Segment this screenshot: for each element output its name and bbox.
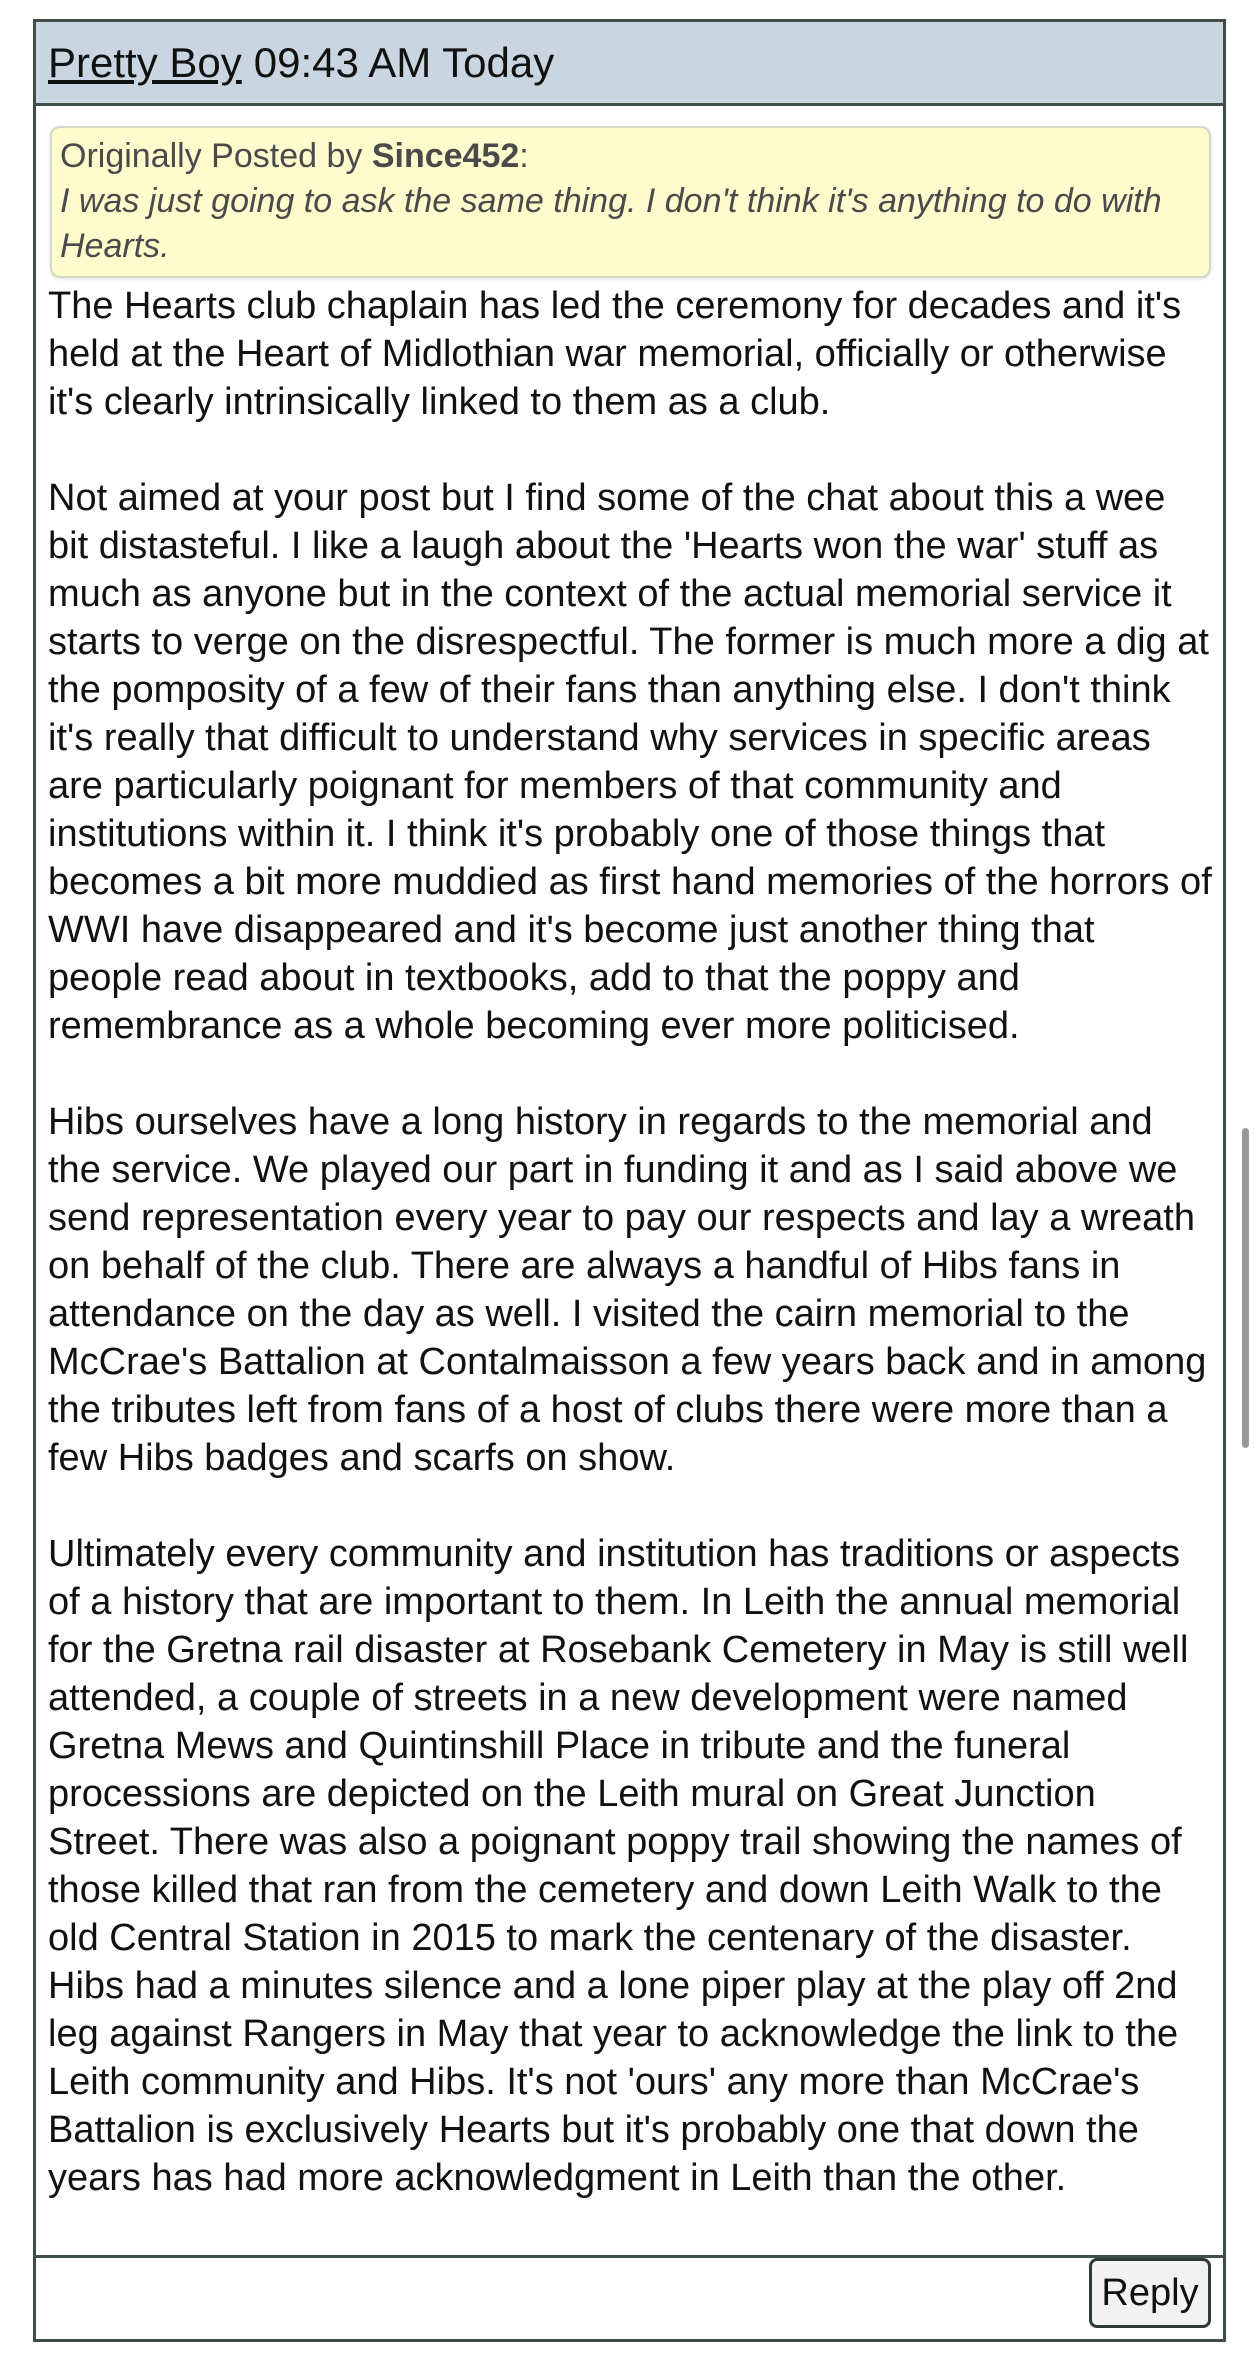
post-paragraph: Ultimately every community and institution has traditions or aspects of a history that are important to them. In Leith the annual memorial for the Gretna rail disaster at Rosebank Cemetery in May is still well attended, a couple of streets in a new development were named Gretna Mews and Quintinshill Place in tribute and the funeral processions are depicted on the Leith mural on Great Junction Street. There was also a poignant poppy trail showing the names of those killed that ran from the cemetery and down Leith Walk to the old Central Station in 2015 to mark the centenary of the disaster. Hibs had a minutes silence and a lone piper play at the play off 2nd leg against Rangers in May that year to acknowledge the link to the Leith community and Hibs. It's not 'ours' any more than McCrae's Battalion is exclusively Hearts but it's probably one that down the years has had more acknowledgment in Leith than the other.	[48, 1533, 1189, 2199]
page-scrollbar[interactable]	[1242, 1128, 1249, 1448]
forum-post	[33, 19, 1226, 2342]
quote-author: Since452	[371, 137, 520, 175]
quote-suffix: :	[519, 137, 529, 175]
quote-prefix: Originally Posted by	[60, 137, 363, 175]
quote-attribution	[60, 134, 1201, 179]
username-link[interactable]: Pretty Boy	[48, 38, 242, 86]
post-body	[36, 278, 1223, 2202]
post-timestamp: 09:43 AM Today	[253, 38, 555, 86]
post-paragraph: Hibs ourselves have a long history in regards to the memorial and the service. We played our part in funding it and as I said above we send representation every year to pay our respects and lay a wreath on behalf of the club. There are always a handful of Hibs fans in attendance on the day as well. I visited the cairn memorial to the McCrae's Battalion at Contalmaisson a few years back and in among the tributes left from fans of a host of clubs there were more than a few Hibs badges and scarfs on show.	[48, 1101, 1207, 1479]
post-footer	[36, 2255, 1223, 2339]
quote-block	[50, 126, 1211, 278]
post-paragraph: The Hearts club chaplain has led the ceremony for decades and it's held at the Heart of Midlothian war memorial, officially or otherwise it's clearly intrinsically linked to them as a club.	[48, 285, 1182, 423]
quote-text: I was just going to ask the same thing. I don't think it's anything to do with Hearts.	[60, 182, 1162, 265]
post-header	[36, 22, 1223, 106]
reply-button[interactable]: Reply	[1089, 2258, 1211, 2328]
post-paragraph: Not aimed at your post but I find some of the chat about this a wee bit distasteful. I like a laugh about the 'Hearts won the war' stuff as much as anyone but in the context of the actual memorial service it starts to verge on the disrespectful. The former is much more a dig at the pomposity of a few of their fans than anything else. I don't think it's really that difficult to understand why services in specific areas are particularly poignant for members of that community and institutions within it. I think it's probably one of those things that becomes a bit more muddied as first hand memories of the horrors of WWI have disappeared and it's become just another thing that people read about in textbooks, add to that the poppy and remembrance as a whole becoming ever more politicised.	[48, 477, 1212, 1047]
